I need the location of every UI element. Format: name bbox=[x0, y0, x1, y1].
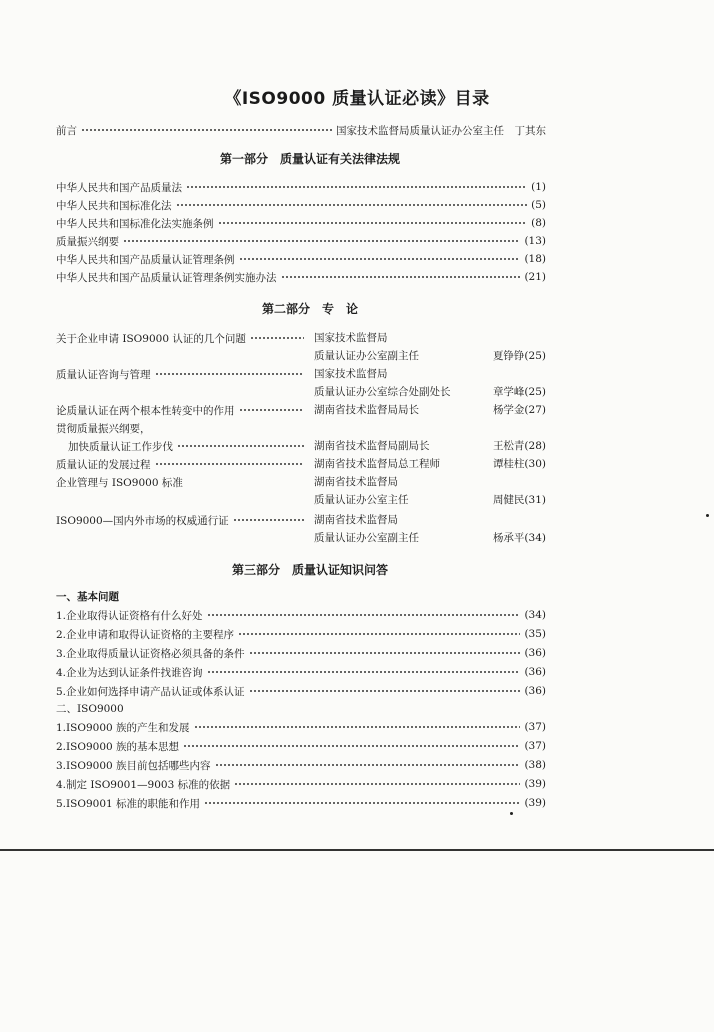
essay-affiliation: 湖南省技术监督局总工程师 bbox=[314, 458, 440, 470]
essay-affiliation: 国家技术监督局 bbox=[314, 332, 388, 344]
entry-title: 5.ISO9001 标准的职能和作用 bbox=[56, 797, 201, 810]
essay-title-cell bbox=[56, 401, 308, 419]
toc-entry bbox=[56, 718, 546, 736]
toc-entry bbox=[56, 737, 546, 755]
essay-affiliation: 湖南省技术监督局 bbox=[314, 476, 398, 488]
essay-affiliation: 质量认证办公室主任 bbox=[314, 494, 409, 506]
essay-author: 章学峰(25) bbox=[492, 386, 546, 398]
essay-affiliation: 湖南省技术监督局 bbox=[314, 514, 398, 526]
essay-row bbox=[56, 437, 546, 455]
entry-title: 1.企业取得认证资格有什么好处 bbox=[56, 609, 203, 622]
preface-label: 前言 bbox=[56, 124, 77, 137]
essay-author: 王松青(28) bbox=[492, 440, 546, 452]
toc-entry bbox=[56, 214, 546, 232]
entry-title: 中华人民共和国标准化法实施条例 bbox=[56, 217, 214, 230]
essay-affiliation: 质量认证办公室副主任 bbox=[314, 350, 419, 362]
dot-leader bbox=[207, 614, 521, 616]
entry-title: 4.制定 ISO9001—9003 标准的依据 bbox=[56, 778, 231, 791]
essay-title-cell bbox=[56, 455, 308, 473]
essay-row bbox=[56, 347, 546, 365]
entry-page: (36) bbox=[524, 666, 546, 678]
dot-leader bbox=[183, 745, 520, 747]
essay-row bbox=[56, 329, 546, 347]
entry-title: 3.ISO9000 族目前包括哪些内容 bbox=[56, 759, 211, 772]
essay-row bbox=[56, 383, 546, 401]
toc-entry bbox=[56, 606, 546, 624]
page-edge-rule bbox=[0, 849, 714, 851]
dot-leader bbox=[155, 373, 305, 375]
scan-speck bbox=[510, 812, 513, 815]
dot-leader bbox=[239, 409, 305, 411]
entry-page: (5) bbox=[531, 199, 546, 211]
page-title: 《ISO9000 质量认证必读》目录 bbox=[224, 89, 490, 109]
dot-leader bbox=[81, 129, 332, 131]
group-label: 一、基本问题 bbox=[56, 591, 119, 603]
dot-leader bbox=[281, 276, 521, 278]
entry-title: 中华人民共和国产品质量认证管理条例实施办法 bbox=[56, 271, 277, 284]
dot-leader bbox=[186, 186, 527, 188]
entry-page: (37) bbox=[524, 740, 546, 752]
dot-leader bbox=[123, 240, 520, 242]
dot-leader bbox=[234, 783, 520, 785]
entry-title: 2.ISO9000 族的基本思想 bbox=[56, 740, 180, 753]
essay-title-cell bbox=[56, 473, 308, 491]
dot-leader bbox=[215, 764, 521, 766]
toc-entry bbox=[56, 625, 546, 643]
entry-page: (13) bbox=[524, 235, 546, 247]
part2-heading: 第二部分 专 论 bbox=[261, 302, 358, 316]
essay-row bbox=[56, 455, 546, 473]
entry-title: 1.ISO9000 族的产生和发展 bbox=[56, 721, 190, 734]
essay-title-cell bbox=[68, 437, 308, 455]
dot-leader bbox=[218, 222, 528, 224]
dot-leader bbox=[238, 633, 520, 635]
dot-leader bbox=[249, 690, 521, 692]
entry-page: (37) bbox=[524, 721, 546, 733]
part1-heading: 第一部分 质量认证有关法律法规 bbox=[219, 152, 400, 166]
toc-entry bbox=[56, 682, 546, 700]
essay-affiliation: 质量认证办公室副主任 bbox=[314, 532, 419, 544]
essay-author: 周健民(31) bbox=[492, 494, 546, 506]
essay-row bbox=[56, 419, 546, 437]
essay-title-cell bbox=[56, 365, 308, 383]
essay-author: 谭桂柱(30) bbox=[492, 458, 546, 470]
essay-row bbox=[56, 473, 546, 491]
dot-leader bbox=[239, 258, 521, 260]
toc-preface bbox=[56, 121, 546, 139]
entry-page: (8) bbox=[531, 217, 546, 229]
essay-author: 杨承平(34) bbox=[492, 532, 546, 544]
dot-leader bbox=[155, 463, 305, 465]
dot-leader bbox=[250, 337, 304, 339]
essay-affiliation: 质量认证办公室综合处副处长 bbox=[314, 386, 451, 398]
entry-page: (34) bbox=[524, 609, 546, 621]
essay-row bbox=[56, 511, 546, 529]
toc-entry bbox=[56, 196, 546, 214]
entry-title: 5.企业如何选择申请产品认证或体系认证 bbox=[56, 685, 245, 698]
preface-credit: 国家技术监督局质量认证办公室主任 丁其东 bbox=[336, 124, 546, 137]
entry-page: (39) bbox=[524, 797, 546, 809]
essay-title: 质量认证的发展过程 bbox=[56, 458, 151, 471]
part3-heading: 第三部分 质量认证知识问答 bbox=[231, 563, 388, 577]
entry-page: (18) bbox=[524, 253, 546, 265]
essay-title-cell bbox=[56, 511, 308, 529]
scan-speck bbox=[706, 514, 709, 517]
toc-entry bbox=[56, 775, 546, 793]
dot-leader bbox=[207, 671, 521, 673]
essay-affiliation: 湖南省技术监督局副局长 bbox=[314, 440, 430, 452]
group-label: 二、ISO9000 bbox=[56, 703, 124, 715]
entry-title: 4.企业为达到认证条件找谁咨询 bbox=[56, 666, 203, 679]
dot-leader bbox=[176, 204, 528, 206]
dot-leader bbox=[177, 445, 304, 447]
toc-entry bbox=[56, 178, 546, 196]
essay-title-cell bbox=[56, 329, 308, 347]
toc-entry bbox=[56, 756, 546, 774]
entry-title: 中华人民共和国产品质量法 bbox=[56, 181, 182, 194]
essay-row bbox=[56, 529, 546, 547]
essay-row bbox=[56, 491, 546, 509]
entry-title: 中华人民共和国标准化法 bbox=[56, 199, 172, 212]
essay-title: 关于企业申请 ISO9000 认证的几个问题 bbox=[56, 332, 246, 345]
essay-author: 夏铮铮(25) bbox=[492, 350, 546, 362]
dot-leader bbox=[204, 802, 520, 804]
toc-entry bbox=[56, 644, 546, 662]
dot-leader bbox=[194, 726, 521, 728]
entry-page: (36) bbox=[524, 647, 546, 659]
toc-entry bbox=[56, 663, 546, 681]
toc-entry bbox=[56, 268, 546, 286]
entry-title: 2.企业申请和取得认证资格的主要程序 bbox=[56, 628, 235, 641]
entry-page: (36) bbox=[524, 685, 546, 697]
essay-row bbox=[56, 401, 546, 419]
entry-title: 3.企业取得质量认证资格必须具备的条件 bbox=[56, 647, 245, 660]
toc-entry bbox=[56, 232, 546, 250]
essay-affiliation: 国家技术监督局 bbox=[314, 368, 388, 380]
toc-entry bbox=[56, 250, 546, 268]
entry-page: (1) bbox=[531, 181, 546, 193]
essay-row bbox=[56, 365, 546, 383]
essay-title: 加快质量认证工作步伐 bbox=[68, 440, 173, 453]
essay-title: 企业管理与 ISO9000 标准 bbox=[56, 476, 183, 489]
essay-title: 论质量认证在两个根本性转变中的作用 bbox=[56, 404, 235, 417]
entry-title: 中华人民共和国产品质量认证管理条例 bbox=[56, 253, 235, 266]
entry-page: (35) bbox=[524, 628, 546, 640]
dot-leader bbox=[233, 519, 304, 521]
dot-leader bbox=[249, 652, 521, 654]
essay-title-cell bbox=[56, 419, 308, 437]
essay-title: ISO9000—国内外市场的权威通行证 bbox=[56, 514, 229, 527]
essay-title: 质量认证咨询与管理 bbox=[56, 368, 151, 381]
entry-page: (21) bbox=[524, 271, 546, 283]
toc-entry bbox=[56, 794, 546, 812]
essay-affiliation: 湖南省技术监督局局长 bbox=[314, 404, 419, 416]
entry-page: (39) bbox=[524, 778, 546, 790]
essay-author: 杨学金(27) bbox=[492, 404, 546, 416]
entry-title: 质量振兴纲要 bbox=[56, 235, 119, 248]
essay-title: 贯彻质量振兴纲要， bbox=[56, 422, 151, 435]
entry-page: (38) bbox=[524, 759, 546, 771]
